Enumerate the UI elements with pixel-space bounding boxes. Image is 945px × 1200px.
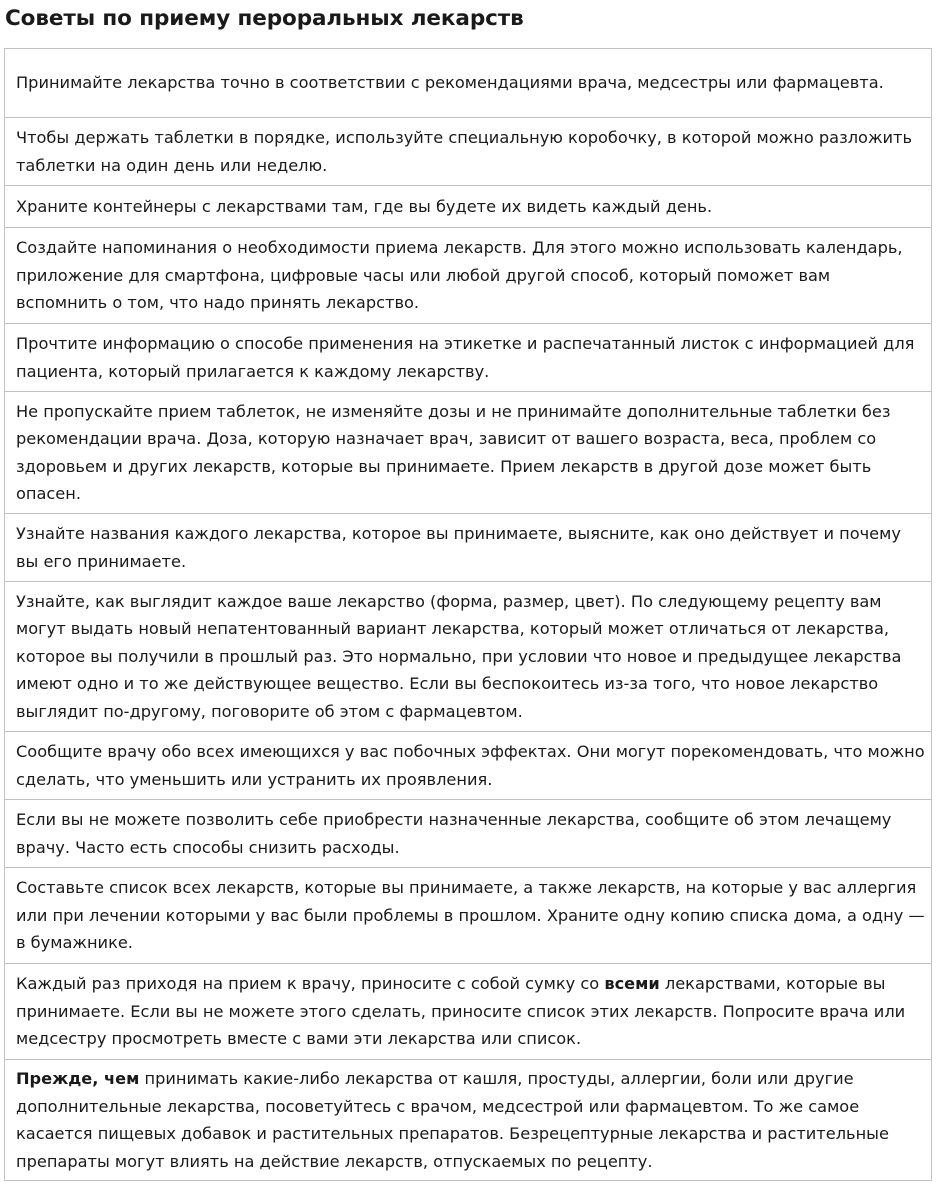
table-row bbox=[5, 513, 931, 581]
tip-text-after: принимать какие-либо лекарства от кашля, простуды, аллергии, боли или другие дополнительные лекарства, посоветуйтесь с врачом, медсестрой или фармацевтом. То же самое касается пищевых добавок и растительных препаратов. Безрецептурные лекарства и растительные препараты могут влиять на действие лекарств, отпускаемых по рецепту. bbox=[16, 1069, 889, 1171]
table-row bbox=[5, 227, 931, 323]
page-title: Советы по приему пероральных лекарств bbox=[5, 6, 524, 31]
table-row bbox=[5, 185, 931, 227]
tip-emphasis: всеми bbox=[604, 974, 660, 994]
tip-text-before: Каждый раз приходя на прием к врачу, приносите с собой сумку со bbox=[16, 974, 605, 994]
table-row bbox=[5, 731, 931, 799]
tip-text: Сообщите врачу обо всех имеющихся у вас побочных эффектах. Они могут порекомендовать, что можно сделать, что уменьшить или устранить их проявления. bbox=[16, 742, 925, 789]
table-row bbox=[5, 799, 931, 867]
tip-text: Составьте список всех лекарств, которые вы принимаете, а также лекарств, на которые у вас аллергия или при лечении которыми у вас были проблемы в прошлом. Храните одну копию списка дома, а одну — в бумажнике. bbox=[16, 878, 925, 953]
tip-emphasis: Прежде, чем bbox=[16, 1069, 140, 1088]
tip-text: Храните контейнеры с лекарствами там, где вы будете их видеть каждый день. bbox=[16, 196, 713, 216]
tip-text bbox=[16, 970, 925, 1053]
tip-text: Прочтите информацию о способе применения на этикетке и распечатанный листок с информацией для пациента, который прилагается к каждому лекарству. bbox=[16, 334, 915, 381]
tip-text bbox=[16, 1065, 925, 1175]
table-row bbox=[5, 49, 931, 117]
table-row bbox=[5, 963, 931, 1059]
table-row bbox=[5, 581, 931, 731]
table-row bbox=[5, 117, 931, 185]
table-row bbox=[5, 391, 931, 513]
tips-table bbox=[4, 48, 932, 1181]
tip-text: Создайте напоминания о необходимости приема лекарств. Для этого можно использовать календарь, приложение для смартфона, цифровые часы или любой другой способ, который поможет вам вспомнить о том, что надо принять лекарство. bbox=[16, 238, 903, 313]
tip-text: Принимайте лекарства точно в соответствии с рекомендациями врача, медсестры или фармацевта. bbox=[16, 73, 884, 93]
tip-text: Не пропускайте прием таблеток, не изменяйте дозы и не принимайте дополнительные таблетки без рекомендации врача. Доза, которую назначает врач, зависит от вашего возраста, веса, проблем со здоровьем и других лекарств, которые вы принимаете. Прием лекарств в другой дозе может быть опасен. bbox=[16, 401, 891, 503]
tip-text: Чтобы держать таблетки в порядке, используйте специальную коробочку, в которой можно разложить таблетки на один день или неделю. bbox=[16, 128, 913, 175]
tip-text: Узнайте, как выглядит каждое ваше лекарство (форма, размер, цвет). По следующему рецепту вам могут выдать новый непатентованный вариант лекарства, который может отличаться от лекарства, которое вы получили в прошлый раз. Это нормально, при условии что новое и предыдущее лекарства имеют одно и то же действующее вещество. Если вы беспокоитесь из-за того, что новое лекарство выглядит по-другому, поговорите об этом с фармацевтом. bbox=[16, 591, 902, 721]
tip-text-after: лекарствами, которые вы принимаете. Если вы не можете этого сделать, приносите список этих лекарств. Попросите врача или медсестру просмотреть вместе с вами эти лекарства или список. bbox=[16, 974, 906, 1049]
table-row bbox=[5, 1059, 931, 1180]
tip-text: Узнайте названия каждого лекарства, которое вы принимаете, выясните, как оно действует и почему вы его принимаете. bbox=[16, 524, 901, 571]
table-row bbox=[5, 867, 931, 963]
table-row bbox=[5, 323, 931, 391]
tip-text: Если вы не можете позволить себе приобрести назначенные лекарства, сообщите об этом лечащему врачу. Часто есть способы снизить расходы. bbox=[16, 810, 892, 857]
